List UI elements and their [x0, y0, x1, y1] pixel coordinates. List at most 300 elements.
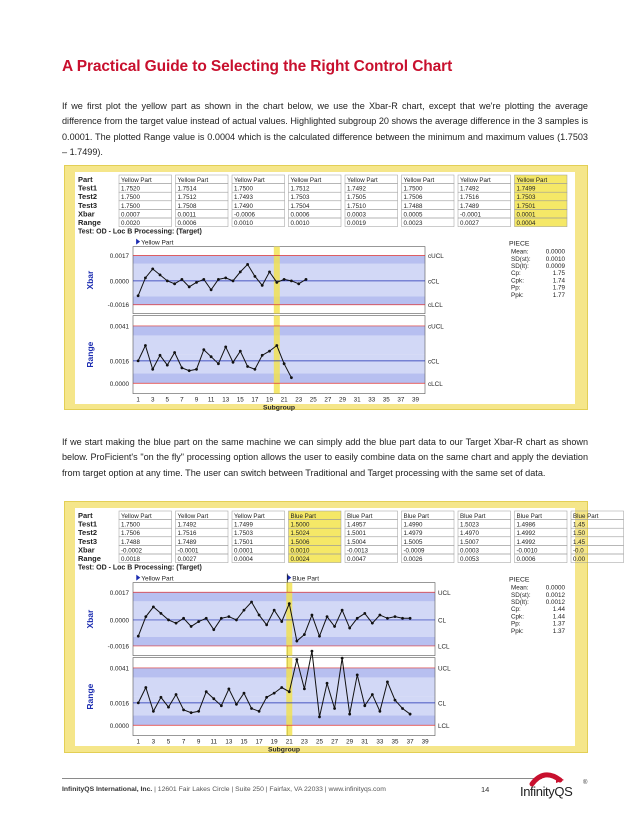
- xbar-limit-label: CL: [438, 617, 447, 625]
- table-cell-value: 1.5007: [460, 538, 479, 546]
- table-cell-value: 1.4992: [516, 530, 536, 538]
- range-data-point: [311, 650, 314, 653]
- range-data-point: [258, 710, 261, 713]
- table-cell-value: 0.0005: [403, 211, 423, 219]
- range-data-point: [409, 713, 412, 716]
- logo-wordmark: InfinityQS: [520, 784, 573, 799]
- footer-company: InfinityQS International, Inc.: [62, 786, 153, 793]
- x-tick-label: 35: [382, 396, 390, 404]
- xbar-data-point: [254, 275, 257, 278]
- xbar-data-point: [303, 633, 306, 636]
- table-cell-value: 1.7489: [177, 538, 197, 546]
- table-cell-value: Yellow Part: [177, 177, 209, 184]
- stats-value: 1.37: [552, 627, 565, 635]
- xbar-axis-title: Xbar: [85, 609, 95, 629]
- range-data-point: [188, 369, 191, 372]
- table-cell-value: Yellow Part: [403, 177, 435, 184]
- xbar-data-point: [311, 614, 314, 617]
- range-data-point: [288, 690, 291, 693]
- x-tick-label: 13: [225, 738, 233, 746]
- xbar-zone-band: [133, 592, 435, 601]
- x-tick-label: 7: [181, 738, 186, 746]
- xbar-data-point: [409, 617, 412, 620]
- range-data-point: [137, 359, 140, 362]
- xbar-data-point: [144, 276, 147, 279]
- range-data-point: [363, 704, 366, 707]
- x-tick-label: 17: [251, 396, 259, 404]
- range-data-point: [275, 344, 278, 347]
- range-data-point: [333, 707, 336, 710]
- x-axis-title: Subgroup: [262, 404, 296, 412]
- table-cell-value: -0.0002: [121, 547, 142, 555]
- table-cell-value: 1.7490: [234, 202, 253, 210]
- range-data-point: [195, 368, 198, 371]
- xbar-data-point: [160, 612, 163, 615]
- stats-label: Ppk:: [511, 627, 524, 635]
- xbar-tick-label: 0.0017: [109, 589, 129, 597]
- x-tick-label: 13: [222, 396, 230, 404]
- x-tick-label: 31: [361, 738, 369, 746]
- xbar-data-point: [173, 282, 176, 285]
- stats-label: Mean:: [511, 584, 529, 592]
- range-data-point: [210, 355, 213, 358]
- table-cell-value: 1.7503: [234, 530, 253, 538]
- table-cell-value: 0.0003: [460, 547, 479, 555]
- range-data-point: [386, 681, 389, 684]
- stats-value: 0.0009: [545, 263, 565, 270]
- table-cell-value: -0.0010: [516, 547, 538, 555]
- range-data-point: [250, 707, 253, 710]
- xbar-axis-title: Xbar: [85, 270, 95, 290]
- table-cell-value: 1.5024: [290, 530, 310, 538]
- range-data-point: [144, 344, 147, 347]
- table-cell-value: 0.0047: [347, 556, 366, 563]
- table-cell-value: Yellow Part: [460, 177, 491, 184]
- x-tick-label: 37: [397, 396, 405, 404]
- stats-title: PIECE: [509, 576, 530, 584]
- table-cell-value: 0.0024: [290, 556, 310, 563]
- x-tick-label: 25: [309, 396, 317, 404]
- xbar-data-point: [212, 628, 215, 631]
- xbar-data-point: [246, 263, 249, 266]
- xbar-data-point: [394, 615, 397, 618]
- table-cell-value: -0.0001: [460, 211, 481, 219]
- xbar-tick-label: -0.0016: [107, 643, 129, 651]
- xbar-data-point: [166, 279, 169, 282]
- table-cell-value: 0.0006: [177, 220, 197, 227]
- xbar-data-point: [243, 609, 246, 612]
- xbar-data-point: [151, 268, 154, 271]
- footer-address: | 12601 Fair Lakes Circle | Suite 250 | Fairfax, VA 22033 | www.infinityqs.com: [154, 786, 386, 793]
- stats-value: 1.44: [552, 613, 565, 621]
- infinityqs-logo: [510, 770, 590, 804]
- table-cell-value: Blue Part: [516, 513, 542, 520]
- stats-label: Cp:: [511, 606, 521, 614]
- table-cell-value: Blue Part: [290, 513, 316, 520]
- table-cell-value: 1.7510: [347, 202, 366, 210]
- x-tick-label: 33: [376, 738, 384, 746]
- table-cell-value: 1.7516: [460, 194, 479, 202]
- xbar-data-point: [386, 617, 389, 620]
- xbar-data-point: [265, 623, 268, 626]
- range-data-point: [341, 657, 344, 660]
- xbar-data-point: [295, 640, 298, 643]
- table-cell-value: Blue Part: [460, 513, 486, 520]
- table-row-label: Xbar: [78, 209, 95, 219]
- stats-label: Cp:: [511, 270, 521, 278]
- table-row-label: Test1: [78, 519, 98, 529]
- x-tick-label: 37: [406, 738, 414, 746]
- table-cell-value: 1.7500: [121, 194, 140, 202]
- range-data-point: [227, 688, 230, 691]
- page-number: 14: [481, 785, 490, 794]
- range-tick-label: 0.0016: [109, 700, 129, 708]
- paragraph-blue-part: If we start making the blue part on the same machine we can simply add the blue part data to our Target Xbar-R chart as shown below. ProFicient's "on the fly" processing option allows the user to easily combine data on the same chart and apply the deviation from target option at any time. The user can switch between Traditional and Target processing with the same set of data.: [62, 437, 588, 478]
- table-cell-value: 1.7503: [516, 194, 536, 202]
- table-cell-value: 0.0019: [347, 220, 366, 227]
- range-data-point: [144, 686, 147, 689]
- table-cell-value: 1.4970: [460, 530, 479, 538]
- xbar-data-point: [363, 612, 366, 615]
- range-data-point: [167, 706, 170, 709]
- xbar-data-point: [401, 617, 404, 620]
- page-title: A Practical Guide to Selecting the Right Control Chart: [62, 58, 453, 75]
- range-tick-label: 0.0000: [109, 722, 129, 730]
- table-cell-value: Yellow Part: [121, 177, 152, 184]
- range-data-point: [246, 365, 249, 368]
- xbar-data-point: [250, 601, 253, 604]
- table-cell-value: 1.7506: [121, 530, 140, 538]
- xbar-data-point: [290, 279, 293, 282]
- range-data-point: [190, 711, 193, 714]
- range-tick-label: 0.0041: [109, 665, 129, 673]
- xbar-data-point: [371, 622, 374, 625]
- table-row-label: Range: [78, 554, 101, 563]
- xbar-limit-label: LCL: [438, 643, 450, 651]
- table-cell-value: Blue Part: [403, 513, 429, 520]
- range-data-point: [243, 692, 246, 695]
- xbar-data-point: [188, 285, 191, 288]
- xbar-data-point: [356, 617, 359, 620]
- table-cell-value: 0.0004: [516, 220, 536, 227]
- range-data-point: [283, 362, 286, 365]
- table-cell-value: 1.5023: [460, 521, 479, 529]
- x-tick-label: 9: [196, 738, 201, 746]
- x-tick-label: 21: [280, 396, 288, 404]
- stats-value: 0.0000: [545, 584, 565, 592]
- x-tick-label: 15: [240, 738, 248, 746]
- table-cell-value: 1.5004: [347, 538, 366, 546]
- stats-value: 1.37: [552, 620, 565, 628]
- range-data-point: [202, 348, 205, 351]
- x-tick-label: 11: [207, 396, 215, 404]
- range-data-point: [220, 704, 223, 707]
- stats-value: 1.44: [552, 606, 565, 614]
- table-cell-value: 1.4979: [403, 530, 423, 538]
- table-cell-value: 1.7512: [177, 194, 197, 202]
- table-cell-value: 1.7503: [290, 194, 310, 202]
- range-data-point: [268, 350, 271, 353]
- range-limit-label: CL: [438, 700, 447, 708]
- xbar-data-point: [224, 276, 227, 279]
- xbar-data-point: [280, 620, 283, 623]
- table-cell-value: 1.7488: [403, 202, 423, 210]
- stats-label: SD(st):: [511, 591, 531, 599]
- x-tick-label: 33: [368, 396, 376, 404]
- range-data-point: [235, 703, 238, 706]
- stats-label: Cpk:: [511, 277, 524, 285]
- control-chart-yellow: [75, 172, 575, 412]
- xbar-data-point: [288, 602, 291, 605]
- table-cell-value: 1.50: [573, 530, 586, 538]
- table-cell-value: 1.7500: [121, 521, 140, 529]
- range-data-point: [318, 715, 321, 718]
- x-tick-label: 5: [165, 396, 170, 404]
- table-cell-value: 0.0027: [460, 220, 479, 227]
- stats-label: Mean:: [511, 248, 529, 256]
- stats-value: 0.0012: [545, 599, 565, 606]
- table-cell-value: 1.7492: [177, 521, 197, 529]
- table-cell-value: 1.7514: [177, 185, 197, 193]
- range-data-point: [205, 690, 208, 693]
- table-cell-value: 0.0027: [177, 556, 197, 563]
- x-tick-label: 9: [194, 396, 199, 404]
- range-tick-label: 0.0041: [109, 323, 129, 331]
- x-tick-label: 19: [270, 738, 278, 746]
- table-cell-value: -0.0009: [403, 547, 425, 555]
- xbar-data-point: [220, 617, 223, 620]
- x-tick-label: 29: [346, 738, 354, 746]
- range-data-point: [175, 693, 178, 696]
- range-data-point: [160, 696, 163, 699]
- xbar-data-point: [152, 606, 155, 609]
- table-cell-value: 0.0010: [290, 547, 310, 555]
- x-tick-label: 1: [136, 738, 141, 746]
- xbar-data-point: [181, 278, 184, 281]
- table-cell-value: 1.5000: [290, 521, 310, 529]
- paragraph-intro: If we first plot the yellow part as shown in the chart below, we use the Xbar-R chart, except that we're plotting the average difference from the target value instead of actual values. Highlighted subgroup 20 shows the average difference in the 3 samples is 0.0001. The plotted Range value is 0.0004 which is the calculated difference between the minimum and maximum values (1.7503 – 1.7499).: [62, 101, 588, 158]
- stats-label: Ppk:: [511, 291, 524, 299]
- table-cell-value: 1.7512: [290, 185, 310, 193]
- table-cell-value: Yellow Part: [234, 513, 265, 520]
- xbar-data-point: [341, 609, 344, 612]
- xbar-limit-label: UCL: [438, 589, 451, 597]
- part-label: Yellow Part: [141, 575, 174, 583]
- table-cell-value: 0.0026: [403, 556, 423, 563]
- x-tick-label: 23: [295, 396, 303, 404]
- x-tick-label: 3: [151, 738, 156, 746]
- xbar-data-point: [227, 615, 230, 618]
- range-data-point: [182, 708, 185, 711]
- xbar-data-point: [210, 288, 213, 291]
- range-data-point: [280, 686, 283, 689]
- range-limit-label: cCL: [428, 358, 440, 366]
- stats-value: 0.0012: [545, 591, 565, 599]
- table-row-label: Xbar: [78, 545, 95, 555]
- xbar-data-point: [305, 278, 308, 281]
- x-tick-label: 21: [285, 738, 293, 746]
- xbar-data-point: [258, 614, 261, 617]
- xbar-limit-label: cLCL: [428, 302, 443, 310]
- xbar-data-point: [205, 617, 208, 620]
- xbar-data-point: [144, 615, 147, 618]
- table-cell-value: -0.0001: [177, 547, 199, 555]
- range-limit-label: LCL: [438, 722, 450, 730]
- range-data-point: [137, 701, 140, 704]
- part-label: Yellow Part: [141, 239, 174, 247]
- table-cell-value: 1.5005: [403, 538, 423, 546]
- table-cell-value: 1.4957: [347, 521, 366, 529]
- xbar-data-point: [195, 281, 198, 284]
- table-cell-value: 0.0053: [460, 556, 479, 563]
- range-data-point: [197, 710, 200, 713]
- range-limit-label: UCL: [438, 665, 451, 673]
- range-data-point: [239, 350, 242, 353]
- table-cell-value: Yellow Part: [347, 177, 378, 184]
- range-data-point: [303, 688, 306, 691]
- range-data-point: [273, 692, 276, 695]
- part-marker-icon: [287, 575, 291, 581]
- stats-label: SD(st):: [511, 255, 531, 263]
- range-data-point: [401, 707, 404, 710]
- table-cell-value: 0.0003: [347, 211, 366, 219]
- xbar-data-point: [167, 619, 170, 622]
- xbar-data-point: [283, 278, 286, 281]
- xbar-tick-label: 0.0000: [109, 617, 129, 625]
- table-row-label: Test2: [78, 528, 98, 538]
- x-tick-label: 39: [421, 738, 429, 746]
- stats-title: PIECE: [509, 240, 530, 248]
- stats-label: Pp:: [511, 284, 521, 292]
- x-tick-label: 1: [136, 396, 140, 404]
- table-cell-value: 1.7492: [347, 185, 366, 193]
- table-cell-value: 0.0011: [177, 211, 196, 219]
- range-limit-label: cLCL: [428, 380, 443, 388]
- x-tick-label: 11: [210, 738, 218, 746]
- table-cell-value: 1.7499: [234, 521, 253, 529]
- stats-value: 1.79: [552, 284, 565, 292]
- xbar-data-point: [261, 284, 264, 287]
- xbar-data-point: [378, 614, 381, 617]
- range-data-point: [290, 376, 293, 379]
- range-data-point: [166, 364, 169, 367]
- table-cell-value: 1.7488: [121, 538, 140, 546]
- table-cell-value: 1.7500: [234, 185, 253, 193]
- control-chart-combined: [75, 508, 599, 754]
- xbar-data-point: [197, 620, 200, 623]
- range-data-point: [326, 682, 329, 685]
- range-data-point: [261, 354, 264, 357]
- xbar-data-point: [182, 617, 185, 620]
- logo-registered-mark: ®: [583, 780, 588, 786]
- highlight-subgroup: [286, 658, 292, 736]
- range-tick-label: 0.0016: [109, 358, 129, 366]
- figure-combined-chart: [64, 501, 599, 754]
- x-tick-label: 27: [324, 396, 332, 404]
- chart-header: Test: OD - Loc B Processing: (Target): [78, 564, 202, 572]
- range-axis-title: Range: [85, 341, 95, 368]
- xbar-data-point: [326, 615, 329, 618]
- x-tick-label: 39: [412, 396, 420, 404]
- footer: [62, 778, 542, 793]
- x-tick-label: 29: [339, 396, 347, 404]
- range-data-point: [212, 697, 215, 700]
- xbar-data-point: [318, 635, 321, 638]
- range-data-point: [378, 710, 381, 713]
- xbar-data-point: [159, 273, 162, 276]
- range-data-point: [356, 674, 359, 677]
- table-row-label: Part: [78, 511, 93, 520]
- table-cell-value: 1.5006: [290, 538, 310, 546]
- stats-value: 1.77: [552, 291, 565, 299]
- table-cell-value: -0.0: [573, 547, 584, 555]
- x-tick-label: 5: [166, 738, 171, 746]
- x-tick-label: 15: [236, 396, 244, 404]
- table-cell-value: 1.7506: [403, 194, 423, 202]
- range-zone-band: [133, 716, 435, 726]
- x-tick-label: 35: [391, 738, 399, 746]
- xbar-zone-band: [133, 637, 435, 646]
- table-cell-value: Blue Part: [347, 513, 373, 520]
- xbar-data-point: [348, 627, 351, 630]
- table-cell-value: -0.0013: [347, 547, 368, 555]
- stats-value: 1.75: [552, 270, 565, 278]
- table-row-label: Test3: [78, 200, 98, 210]
- table-cell-value: 1.7520: [121, 185, 140, 193]
- table-cell-value: 1.7516: [177, 530, 197, 538]
- stats-label: Pp:: [511, 620, 521, 628]
- table-cell-value: 0.0010: [290, 220, 310, 227]
- table-cell-value: 1.7501: [234, 538, 253, 546]
- table-cell-value: 1.7489: [460, 202, 479, 210]
- table-cell-value: 0.0020: [121, 220, 140, 227]
- table-cell-value: Blue Part: [573, 513, 599, 520]
- xbar-data-point: [190, 625, 193, 628]
- table-cell-value: 0.0004: [234, 556, 253, 563]
- xbar-data-point: [137, 635, 140, 638]
- table-cell-value: 0.0001: [516, 211, 536, 219]
- table-cell-value: 1.7500: [403, 185, 423, 193]
- range-data-point: [348, 713, 351, 716]
- table-cell-value: 0.0001: [234, 547, 253, 555]
- x-tick-label: 27: [331, 738, 339, 746]
- table-row-label: Part: [78, 175, 93, 184]
- table-cell-value: 0.0006: [516, 556, 536, 563]
- range-data-point: [181, 366, 184, 369]
- table-cell-value: 1.45: [573, 538, 586, 546]
- chart-header: Test: OD - Loc B Processing: (Target): [78, 228, 202, 236]
- range-limit-label: cUCL: [428, 323, 444, 331]
- table-cell-value: 0.00: [573, 556, 586, 563]
- part-marker-icon: [136, 575, 140, 581]
- highlight-subgroup: [274, 316, 280, 394]
- table-cell-value: 1.7508: [177, 202, 197, 210]
- range-data-point: [295, 658, 298, 661]
- table-cell-value: 1.7492: [460, 185, 479, 193]
- xbar-data-point: [232, 279, 235, 282]
- xbar-data-point: [239, 270, 242, 273]
- table-cell-value: 1.4990: [403, 521, 423, 529]
- xbar-data-point: [137, 294, 140, 297]
- xbar-tick-label: -0.0016: [107, 302, 129, 310]
- xbar-limit-label: cCL: [428, 278, 440, 286]
- table-cell-value: 1.4986: [516, 521, 536, 529]
- xbar-data-point: [297, 282, 300, 285]
- table-row-label: Range: [78, 218, 101, 227]
- table-cell-value: 1.7504: [290, 202, 310, 210]
- stats-label: Cpk:: [511, 613, 524, 621]
- stats-value: 0.0010: [545, 255, 565, 263]
